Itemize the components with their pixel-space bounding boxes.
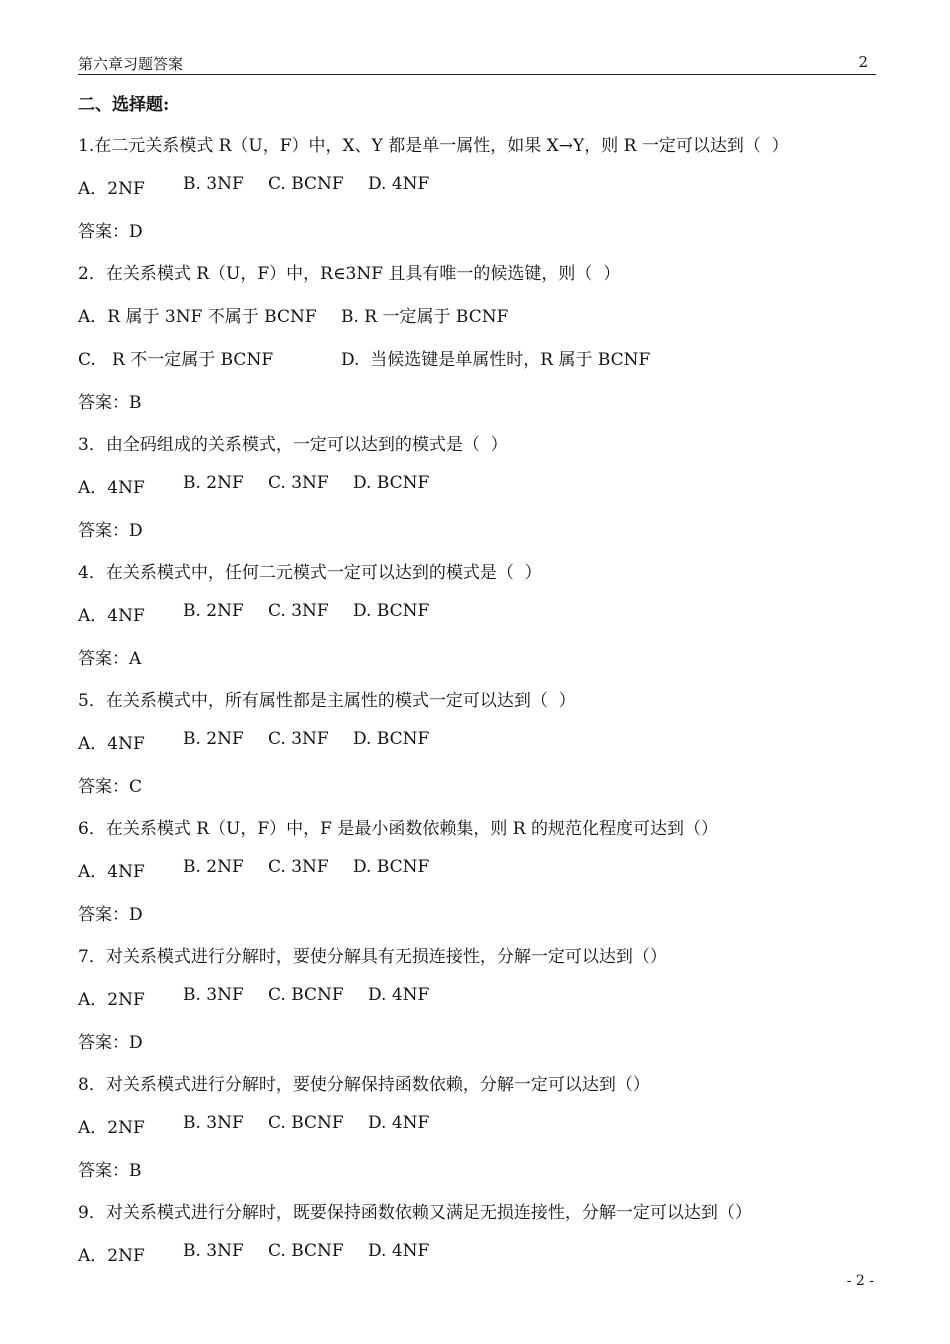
option-b: B. 3NF [183, 1241, 244, 1261]
option-d: D. BCNF [353, 729, 430, 749]
option-c: C. R 不一定属于 BCNF [78, 350, 274, 370]
option-b: B. 2NF [183, 857, 244, 877]
answer: 答案：B [78, 393, 142, 413]
option-b: B. 3NF [183, 985, 244, 1005]
option-c: C. BCNF [268, 174, 344, 194]
answer: 答案：C [78, 777, 143, 797]
option-c: C. 3NF [268, 601, 329, 621]
option-d: D. 4NF [368, 1241, 430, 1261]
option-d: D. BCNF [353, 473, 430, 493]
option-c: C. 3NF [268, 473, 329, 493]
answer: 答案：B [78, 1161, 142, 1181]
option-c: C. 3NF [268, 857, 329, 877]
option-d: D. BCNF [353, 601, 430, 621]
answer: 答案：D [78, 1033, 143, 1053]
option-d: D. 4NF [368, 1113, 430, 1133]
option-a: A．2NF [78, 990, 145, 1010]
option-d: D. 当候选键是单属性时，R 属于 BCNF [341, 350, 651, 370]
option-b: B. 3NF [183, 174, 244, 194]
question-stem: 2．在关系模式 R（U，F）中，R∈3NF 且具有唯一的候选键，则（ ） [78, 264, 621, 284]
option-a: A．4NF [78, 734, 145, 754]
question-stem: 8．对关系模式进行分解时，要使分解保持函数依赖，分解一定可以达到（） [78, 1075, 650, 1095]
answer: 答案：D [78, 905, 143, 925]
page-footer-number: - 2 - [846, 1273, 874, 1289]
header-page-number: 2 [858, 53, 868, 71]
option-c: C. BCNF [268, 985, 344, 1005]
answer: 答案：D [78, 521, 143, 541]
option-b: B. 2NF [183, 473, 244, 493]
option-a: A．2NF [78, 179, 145, 199]
option-b: B. 3NF [183, 1113, 244, 1133]
option-a: A．4NF [78, 862, 145, 882]
question-stem: 7．对关系模式进行分解时，要使分解具有无损连接性，分解一定可以达到（） [78, 947, 667, 967]
section-title: 二、选择题: [78, 95, 170, 115]
question-stem: 1.在二元关系模式 R（U，F）中，X、Y 都是单一属性，如果 X→Y，则 R 一定可以达到（ ） [78, 136, 789, 156]
question-stem: 3．由全码组成的关系模式，一定可以达到的模式是（ ） [78, 435, 508, 455]
answer: 答案：A [78, 649, 142, 669]
option-d: D. BCNF [353, 857, 430, 877]
option-a: A．2NF [78, 1246, 145, 1266]
chapter-title: 第六章习题答案 [78, 55, 184, 73]
option-a: A．R 属于 3NF 不属于 BCNF [78, 307, 317, 327]
question-stem: 4．在关系模式中，任何二元模式一定可以达到的模式是（ ） [78, 563, 542, 583]
page-header [78, 50, 876, 75]
option-c: C. 3NF [268, 729, 329, 749]
answer: 答案：D [78, 222, 143, 242]
question-stem: 5．在关系模式中，所有属性都是主属性的模式一定可以达到（ ） [78, 691, 576, 711]
option-a: A．2NF [78, 1118, 145, 1138]
question-stem: 6．在关系模式 R（U，F）中，F 是最小函数依赖集，则 R 的规范化程度可达到（） [78, 819, 718, 839]
question-stem: 9．对关系模式进行分解时，既要保持函数依赖又满足无损连接性，分解一定可以达到（） [78, 1203, 752, 1223]
option-b: B. 2NF [183, 729, 244, 749]
option-b: B. R 一定属于 BCNF [341, 307, 509, 327]
option-b: B. 2NF [183, 601, 244, 621]
option-a: A．4NF [78, 606, 145, 626]
option-c: C. BCNF [268, 1241, 344, 1261]
option-a: A．4NF [78, 478, 145, 498]
option-d: D. 4NF [368, 985, 430, 1005]
option-d: D. 4NF [368, 174, 430, 194]
option-c: C. BCNF [268, 1113, 344, 1133]
